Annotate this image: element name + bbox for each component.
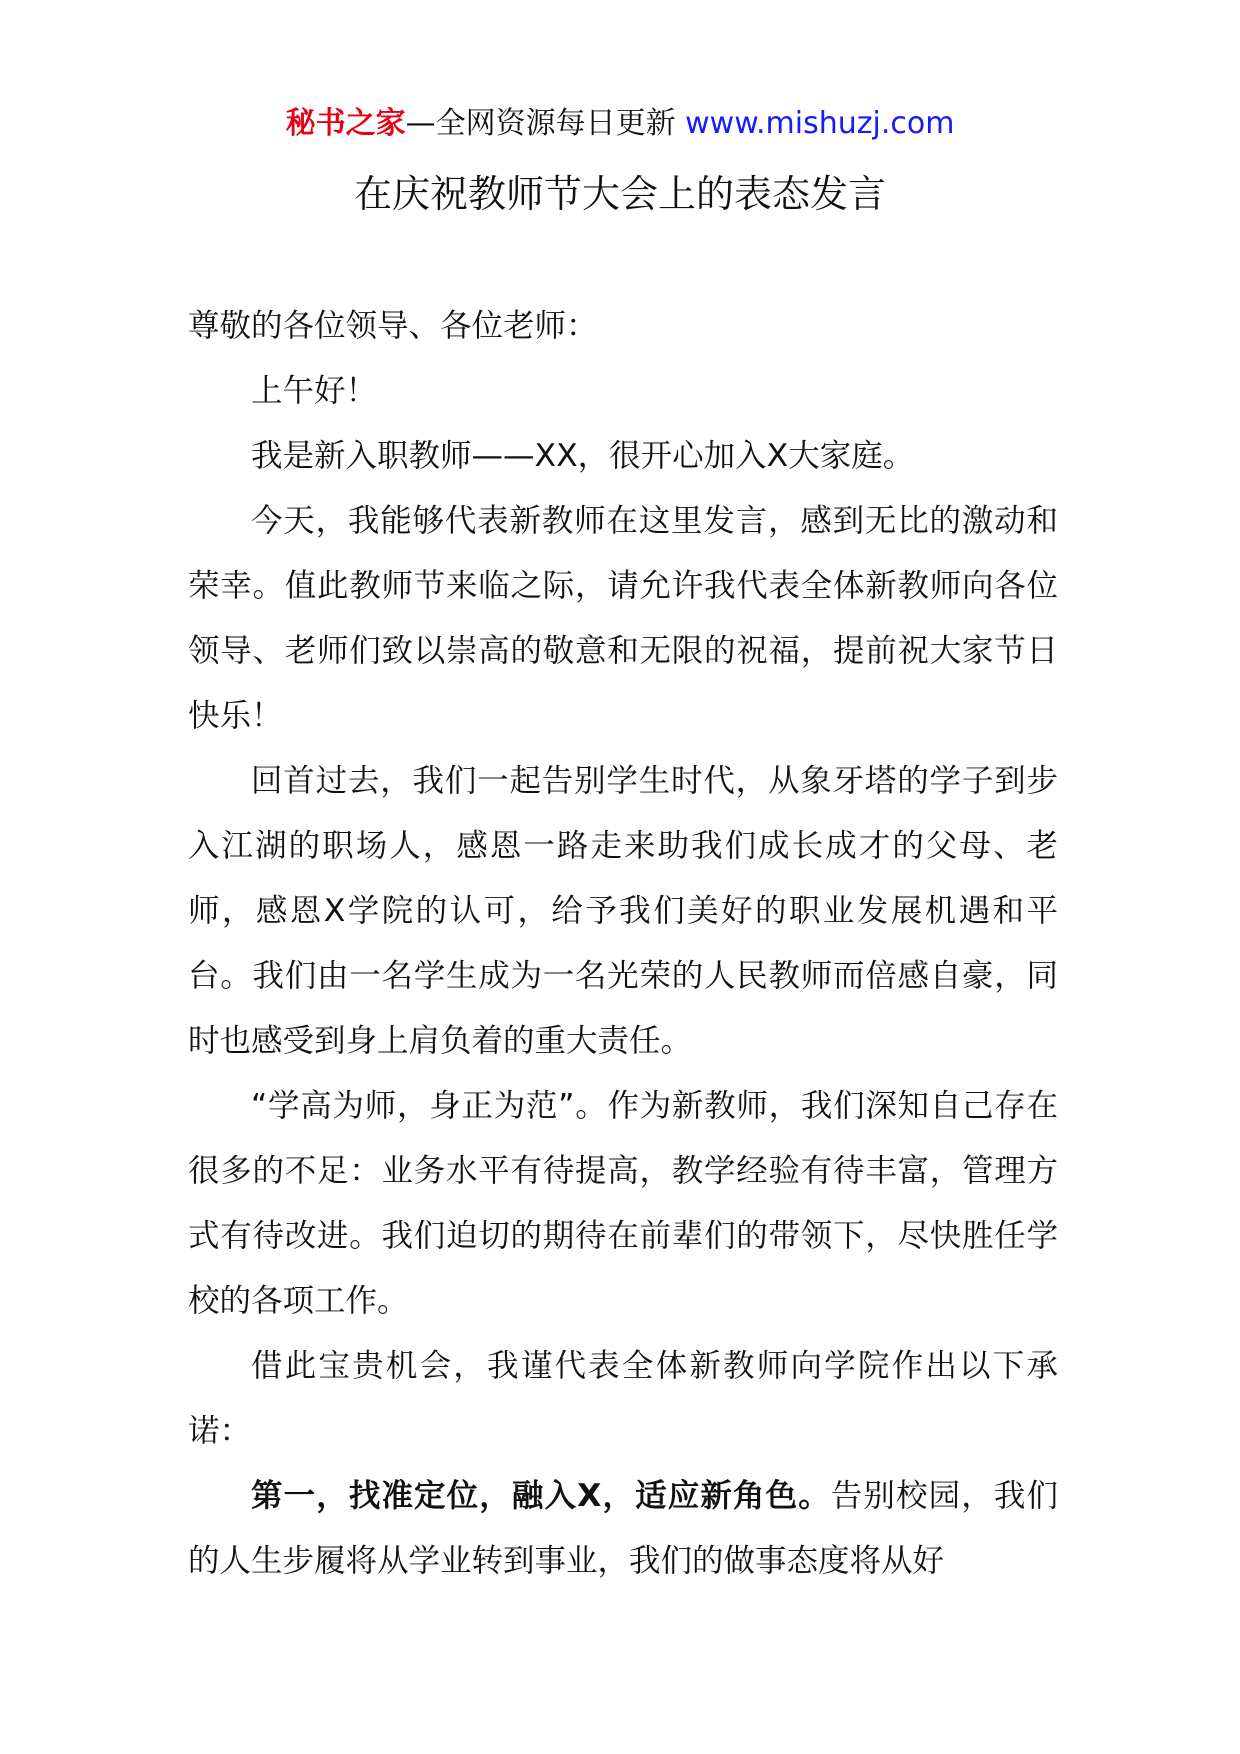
paragraph-greeting: 上午好！ <box>251 373 378 409</box>
header-tagline: —全网资源每日更新 <box>405 106 676 141</box>
paragraph-thanks: 今天，我能够代表新教师在这里发言，感到无比的激动和荣幸。值此教师节来临之际，请允许我代表全体新教师向各位领导、老师们致以崇高的敬意和无限的祝福，提前祝大家节日快乐！ <box>188 503 1058 734</box>
document-body <box>188 294 1058 1594</box>
commitment-1-text: 告别校园，我们的人生步履将从学业转到事业，我们的做事态度将从好 <box>188 1478 1058 1579</box>
commitment-1-lead: 第一，找准定位，融入X，适应新角色。 <box>251 1478 831 1514</box>
paragraph-reflection: 回首过去，我们一起告别学生时代，从象牙塔的学子到步入江湖的职场人，感恩一路走来助我们成长成才的父母、老师，感恩X学院的认可，给予我们美好的职业发展机遇和平台。我们由一名学生成为一名光荣的人民教师而倍感自豪，同时也感受到身上肩负着的重大责任。 <box>188 763 1058 1059</box>
paragraph-motto: “学高为师，身正为范”。作为新教师，我们深知自己存在很多的不足：业务水平有待提高，教学经验有待丰富，管理方式有待改进。我们迫切的期待在前辈们的带领下，尽快胜任学校的各项工作。 <box>188 1088 1058 1319</box>
page-title: 在庆祝教师节大会上的表态发言 <box>353 172 886 216</box>
salutation: 尊敬的各位领导、各位老师： <box>188 308 598 344</box>
site-url-link[interactable]: www.mishuzj.com <box>685 106 955 141</box>
paragraph-introduction: 我是新入职教师——XX，很开心加入X大家庭。 <box>251 438 915 474</box>
site-header <box>0 100 1240 148</box>
paragraph-commitment-1 <box>188 1464 1058 1594</box>
brand-name: 秘书之家 <box>285 106 406 141</box>
paragraph-pledge-intro: 借此宝贵机会，我谨代表全体新教师向学院作出以下承诺： <box>188 1348 1058 1449</box>
